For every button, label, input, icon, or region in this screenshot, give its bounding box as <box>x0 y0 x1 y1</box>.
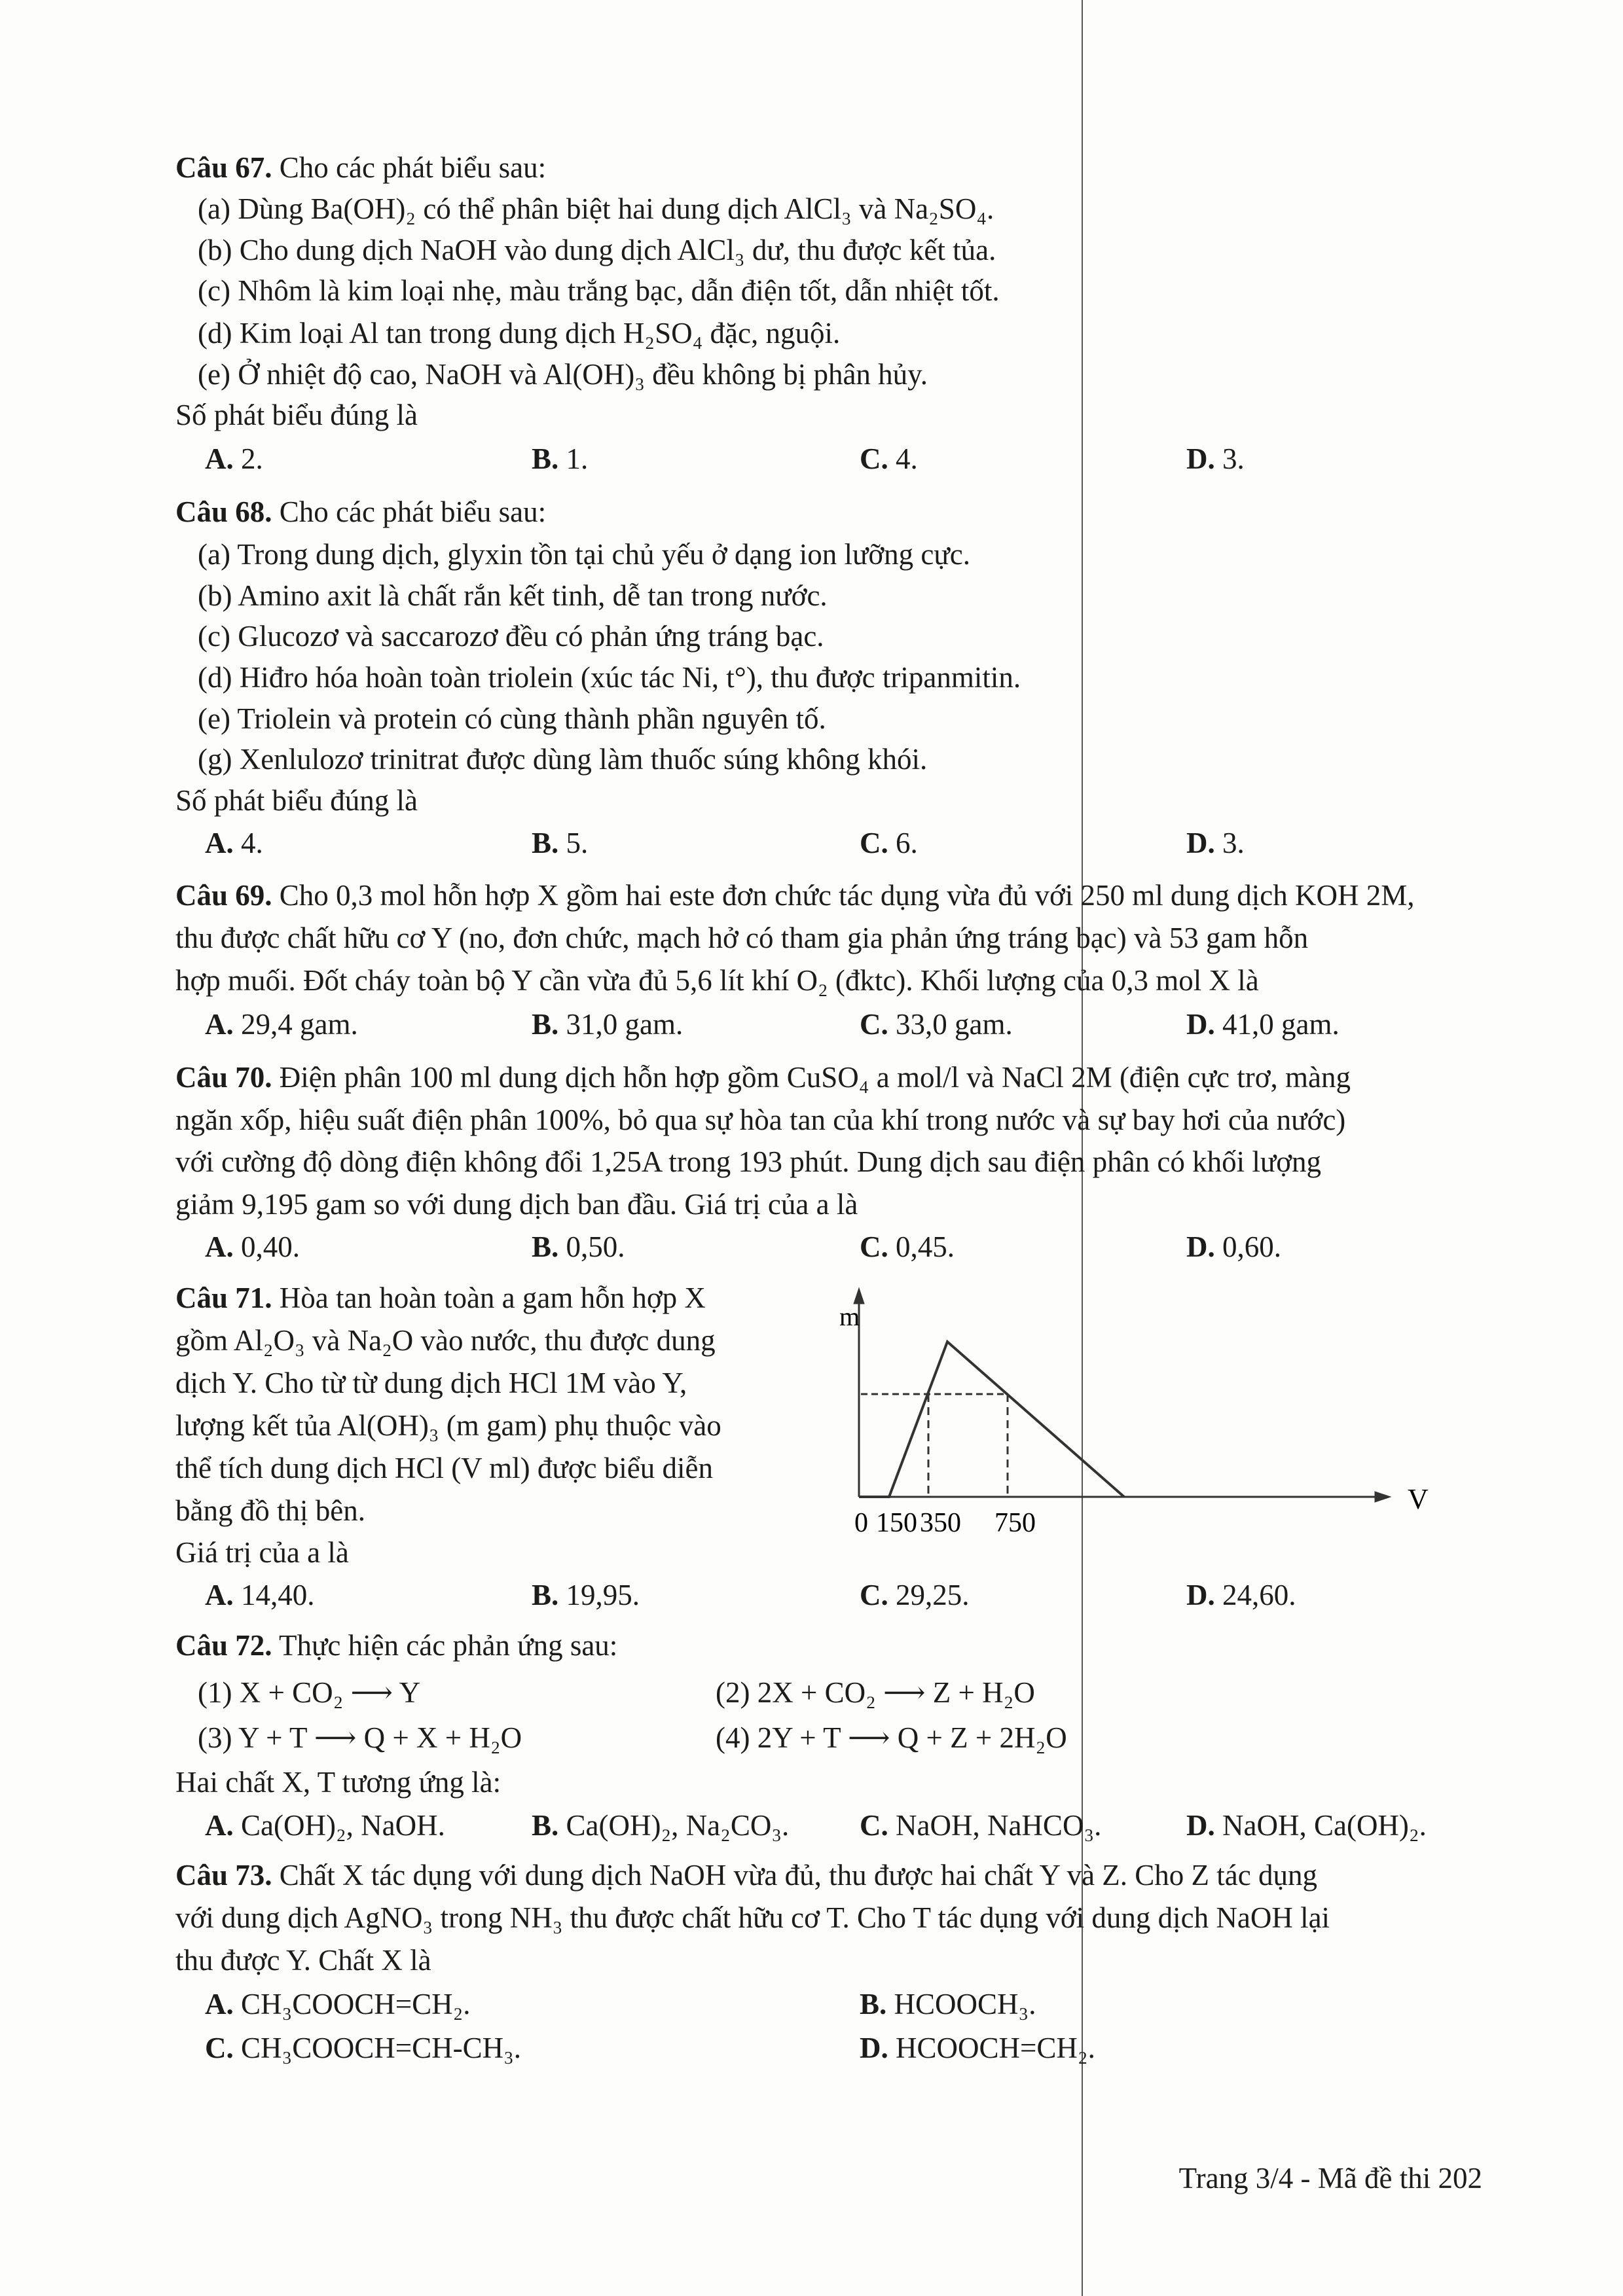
tick-label: 0 <box>854 1508 868 1538</box>
option-key: B. <box>532 827 559 859</box>
option-text: 0,45. <box>888 1230 955 1263</box>
option-b[interactable] <box>532 1578 640 1612</box>
question-ask: Số phát biểu đúng là <box>175 784 418 817</box>
question-text: gồm Al₂O₃ và Na₂O vào nước, thu được dung <box>175 1324 716 1357</box>
question-text: lượng kết tủa Al(OH)₃ (m gam) phụ thuộc vào <box>175 1409 721 1442</box>
graph-line <box>859 1342 1124 1497</box>
reaction-2: (2) 2X + CO₂ ⟶ Z + H₂O <box>716 1676 1035 1709</box>
option-text: 3. <box>1214 442 1245 475</box>
option-key: C. <box>860 827 888 859</box>
option-c[interactable] <box>860 1808 1101 1842</box>
option-key: C. <box>860 1230 888 1263</box>
option-text: 19,95. <box>558 1579 640 1611</box>
option-key: D. <box>1186 1579 1215 1611</box>
option-text: HCOOCH=CH₂. <box>888 2032 1095 2064</box>
statement: (d) Hiđro hóa hoàn toàn triolein (xúc tác Ni, t°), thu được tripanmitin. <box>198 661 1021 694</box>
option-key: D. <box>1186 1008 1215 1041</box>
option-b[interactable] <box>532 1808 789 1842</box>
option-c[interactable] <box>205 2031 521 2065</box>
option-text: 1. <box>558 442 589 475</box>
option-a[interactable] <box>205 1808 445 1842</box>
question-ask: Giá trị của a là <box>175 1536 349 1569</box>
option-key: C. <box>860 1809 888 1842</box>
statement: (c) Nhôm là kim loại nhẹ, màu trắng bạc, dẫn điện tốt, dẫn nhiệt tốt. <box>198 274 1000 307</box>
option-text: 0,40. <box>233 1230 300 1263</box>
question-label: Câu 73. <box>175 1859 272 1892</box>
option-text: Ca(OH)₂, NaOH. <box>233 1809 445 1842</box>
option-text: Ca(OH)₂, Na₂CO₃. <box>558 1809 790 1842</box>
question-text: ngăn xốp, hiệu suất điện phân 100%, bỏ qua sự hòa tan của khí trong nước và sự bay hơi của nước) <box>175 1103 1346 1136</box>
option-key: B. <box>532 1008 559 1041</box>
option-text: 4. <box>233 827 263 859</box>
option-text: 0,60. <box>1214 1230 1281 1263</box>
option-key: B. <box>532 442 559 475</box>
option-text: 4. <box>888 442 918 475</box>
option-text: 29,25. <box>888 1579 970 1611</box>
question-label: Câu 70. <box>175 1061 272 1094</box>
option-a[interactable] <box>205 1578 315 1612</box>
question-label: Câu 71. <box>175 1282 272 1314</box>
statement: (e) Ở nhiệt độ cao, NaOH và Al(OH)₃ đều không bị phân hủy. <box>198 358 928 391</box>
page-footer: Trang 3/4 - Mã đề thi 202 <box>1178 2162 1482 2195</box>
statement: (d) Kim loại Al tan trong dung dịch H₂SO₄ đặc, nguội. <box>198 317 841 350</box>
option-d[interactable] <box>1186 1808 1427 1842</box>
tick-label: 750 <box>994 1508 1036 1538</box>
option-text: 3. <box>1214 827 1245 859</box>
question-stem: Cho các phát biểu sau: <box>272 151 547 184</box>
option-key: C. <box>860 442 888 475</box>
option-text: 41,0 gam. <box>1214 1008 1340 1041</box>
question-text: Chất X tác dụng với dung dịch NaOH vừa đủ, thu được hai chất Y và Z. Cho Z tác dụng <box>272 1859 1317 1892</box>
option-text: 29,4 gam. <box>233 1008 358 1041</box>
tick-label: 150 <box>876 1508 917 1538</box>
question-text: thể tích dung dịch HCl (V ml) được biểu diễn <box>175 1452 713 1484</box>
question-text: Cho 0,3 mol hỗn hợp X gồm hai este đơn chức tác dụng vừa đủ với 250 ml dung dịch KOH 2M, <box>272 879 1415 912</box>
option-a[interactable] <box>205 1987 471 2021</box>
question-stem: Thực hiện các phản ứng sau: <box>272 1629 618 1662</box>
tick-label: 350 <box>920 1508 961 1538</box>
reaction-3: (3) Y + T ⟶ Q + X + H₂O <box>198 1721 522 1754</box>
option-key: A. <box>205 1988 234 2020</box>
x-axis-label: V <box>1408 1483 1429 1515</box>
option-key: B. <box>532 1579 559 1611</box>
option-key: A. <box>205 1008 234 1041</box>
option-key: A. <box>205 1230 234 1263</box>
statement: (e) Triolein và protein có cùng thành phần nguyên tố. <box>198 702 826 735</box>
option-text: NaOH, NaHCO₃. <box>888 1809 1102 1842</box>
option-text: 31,0 gam. <box>558 1008 684 1041</box>
option-key: C. <box>205 2032 234 2064</box>
option-key: B. <box>532 1230 559 1263</box>
question-label: Câu 69. <box>175 879 272 912</box>
option-key: A. <box>205 1579 234 1611</box>
question-text: với dung dịch AgNO₃ trong NH₃ thu được chất hữu cơ T. Cho T tác dụng với dung dịch NaOH lại <box>175 1901 1330 1934</box>
option-key: B. <box>532 1809 559 1842</box>
option-text: HCOOCH₃. <box>886 1988 1036 2020</box>
option-key: C. <box>860 1579 888 1611</box>
option-key: D. <box>1186 442 1215 475</box>
question-text: bằng đồ thị bên. <box>175 1494 365 1527</box>
statement: (a) Dùng Ba(OH)₂ có thể phân biệt hai dung dịch AlCl₃ và Na₂SO₄. <box>198 192 994 225</box>
reaction-1: (1) X + CO₂ ⟶ Y <box>198 1676 421 1709</box>
option-key: A. <box>205 442 234 475</box>
option-key: C. <box>860 1008 888 1041</box>
option-d[interactable] <box>860 2031 1095 2065</box>
question-text: thu được Y. Chất X là <box>175 1944 431 1977</box>
option-text: 2. <box>233 442 263 475</box>
option-key: B. <box>860 1988 887 2020</box>
statement: (c) Glucozơ và saccarozơ đều có phản ứng tráng bạc. <box>198 620 824 653</box>
option-text: 14,40. <box>233 1579 315 1611</box>
option-text: 24,60. <box>1214 1579 1296 1611</box>
option-key: D. <box>1186 1809 1215 1842</box>
option-text: CH₃COOCH=CH₂. <box>233 1988 471 2020</box>
option-text: NaOH, Ca(OH)₂. <box>1214 1809 1427 1842</box>
option-text: 0,50. <box>558 1230 625 1263</box>
option-key: D. <box>860 2032 888 2064</box>
y-axis-label: m <box>839 1302 860 1331</box>
question-ask: Hai chất X, T tương ứng là: <box>175 1766 501 1799</box>
question-label: Câu 68. <box>175 495 272 528</box>
option-text: 6. <box>888 827 918 859</box>
option-text: CH₃COOCH=CH-CH₃. <box>233 2032 522 2064</box>
option-key: A. <box>205 1809 234 1842</box>
statement: (g) Xenlulozơ trinitrat được dùng làm thuốc súng không khói. <box>198 743 928 776</box>
question-stem: Cho các phát biểu sau: <box>272 495 547 528</box>
statement: (b) Cho dung dịch NaOH vào dung dịch AlCl₃ dư, thu được kết tủa. <box>198 234 996 266</box>
question-label: Câu 67. <box>175 151 272 184</box>
option-d[interactable] <box>1186 1578 1296 1612</box>
option-c[interactable] <box>860 1578 970 1612</box>
statement: (b) Amino axit là chất rắn kết tinh, dễ tan trong nước. <box>198 579 828 612</box>
option-key: A. <box>205 827 234 859</box>
question-text: dịch Y. Cho từ từ dung dịch HCl 1M vào Y, <box>175 1367 687 1399</box>
x-axis-arrow <box>1375 1492 1391 1502</box>
question-text: thu được chất hữu cơ Y (no, đơn chức, mạch hở có tham gia phản ứng tráng bạc) và 53 gam hỗn <box>175 922 1309 954</box>
option-b[interactable] <box>860 1987 1036 2021</box>
reaction-4: (4) 2Y + T ⟶ Q + Z + 2H₂O <box>716 1721 1067 1754</box>
option-text: 5. <box>558 827 589 859</box>
question-label: Câu 72. <box>175 1629 272 1662</box>
question-text: Hòa tan hoàn toàn a gam hỗn hợp X <box>272 1282 706 1314</box>
question-text: Điện phân 100 ml dung dịch hỗn hợp gồm CuSO₄ a mol/l và NaCl 2M (điện cực trơ, màng <box>272 1061 1351 1094</box>
question-text: với cường độ dòng điện không đổi 1,25A trong 193 phút. Dung dịch sau điện phân có khối lượng <box>175 1145 1322 1178</box>
question-text: hợp muối. Đốt cháy toàn bộ Y cần vừa đủ 5,6 lít khí O₂ (đktc). Khối lượng của 0,3 mol X là <box>175 964 1259 997</box>
statement: (a) Trong dung dịch, glyxin tồn tại chủ yếu ở dạng ion lưỡng cực. <box>198 538 970 571</box>
question-text: giảm 9,195 gam so với dung dịch ban đầu. Giá trị của a là <box>175 1188 858 1221</box>
option-key: D. <box>1186 827 1215 859</box>
option-text: 33,0 gam. <box>888 1008 1013 1041</box>
question-ask: Số phát biểu đúng là <box>175 399 418 431</box>
option-key: D. <box>1186 1230 1215 1263</box>
